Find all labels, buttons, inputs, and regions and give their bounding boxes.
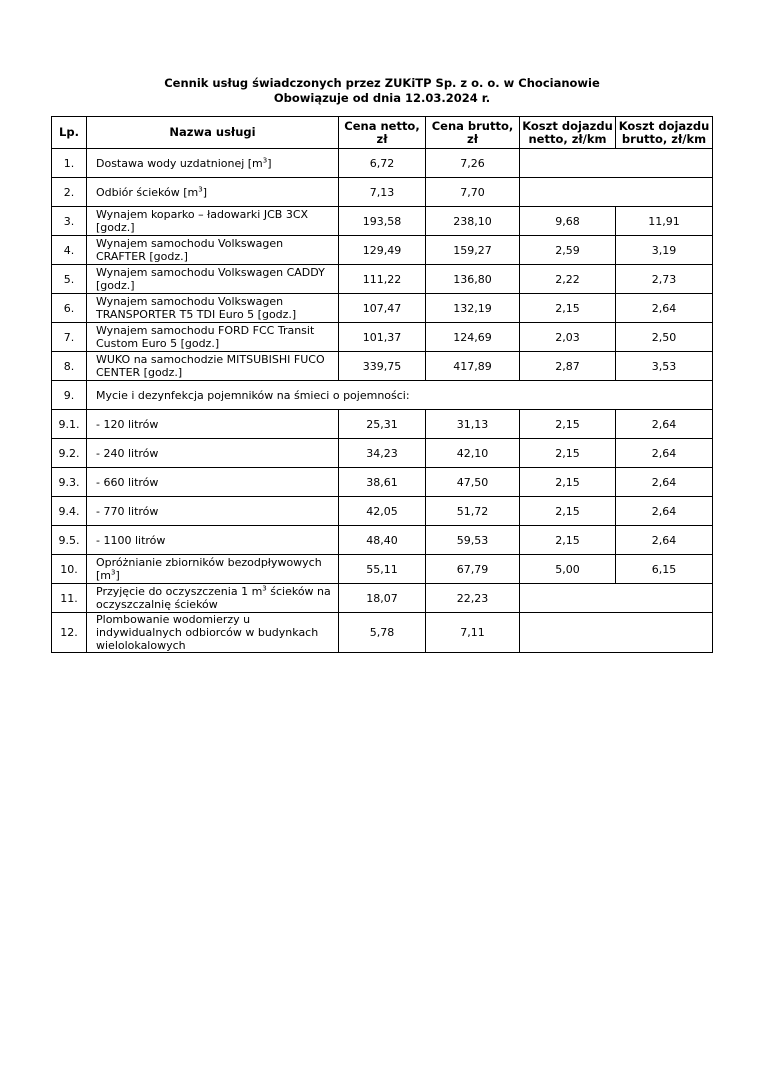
cell-dojazd-brutto: 2,64 (616, 526, 713, 555)
cell-dojazd-netto: 2,15 (520, 439, 616, 468)
cell-dojazd-brutto: 3,19 (616, 236, 713, 265)
cell-dojazd-netto: 2,15 (520, 497, 616, 526)
cell-brutto: 42,10 (426, 439, 520, 468)
price-table (51, 116, 713, 653)
table-row (52, 613, 713, 653)
cell-dojazd-brutto: 2,64 (616, 497, 713, 526)
cell-dojazd-brutto: 2,64 (616, 294, 713, 323)
cell-dojazd-brutto: 3,53 (616, 352, 713, 381)
cell-lp: 2. (52, 178, 87, 207)
cell-netto: 193,58 (339, 207, 426, 236)
header-brutto: Cena brutto, zł (426, 117, 520, 149)
cell-brutto: 7,11 (426, 613, 520, 653)
header-lp: Lp. (52, 117, 87, 149)
header-dojazd-brutto-line2: brutto, zł/km (621, 131, 707, 146)
cell-brutto: 136,80 (426, 265, 520, 294)
table-row (52, 149, 713, 178)
cell-netto: 111,22 (339, 265, 426, 294)
cell-netto: 6,72 (339, 149, 426, 178)
cell-brutto: 59,53 (426, 526, 520, 555)
table-row (52, 236, 713, 265)
cell-dojazd-netto: 5,00 (520, 555, 616, 584)
cell-lp: 6. (52, 294, 87, 323)
title-line-1: Cennik usług świadczonych przez ZUKiTP Sp. z o. o. w Chocianowie (164, 76, 600, 90)
cell-lp: 1. (52, 149, 87, 178)
cell-netto: 25,31 (339, 410, 426, 439)
cell-lp: 8. (52, 352, 87, 381)
table-row (52, 381, 713, 410)
cell-netto: 129,49 (339, 236, 426, 265)
cell-name: Wynajem samochodu FORD FCC Transit Custom Euro 5 [godz.] (87, 323, 339, 352)
cell-dojazd-brutto: 2,64 (616, 468, 713, 497)
cell-dojazd-brutto: 2,73 (616, 265, 713, 294)
cell-dojazd-netto: 2,15 (520, 468, 616, 497)
cell-netto: 7,13 (339, 178, 426, 207)
cell-name: Wynajem samochodu Volkswagen CADDY [godz.] (87, 265, 339, 294)
header-name: Nazwa usługi (87, 117, 339, 149)
header-dojazd-netto-line1: Koszt dojazdu (522, 118, 613, 133)
cell-netto: 18,07 (339, 584, 426, 613)
cell-dojazd-brutto: 2,50 (616, 323, 713, 352)
cell-lp: 12. (52, 613, 87, 653)
cell-dojazd-brutto: 11,91 (616, 207, 713, 236)
cell-brutto: 7,70 (426, 178, 520, 207)
header-netto-line2: zł (376, 131, 388, 146)
cell-section-name: Mycie i dezynfekcja pojemników na śmieci o pojemności: (87, 381, 713, 410)
cell-name: - 770 litrów (87, 497, 339, 526)
cell-dojazd-empty (520, 613, 713, 653)
table-row (52, 439, 713, 468)
cell-lp: 9.3. (52, 468, 87, 497)
cell-name: - 120 litrów (87, 410, 339, 439)
cell-brutto: 22,23 (426, 584, 520, 613)
cell-brutto: 31,13 (426, 410, 520, 439)
cell-brutto: 124,69 (426, 323, 520, 352)
cell-dojazd-empty (520, 149, 713, 178)
cell-dojazd-brutto: 2,64 (616, 410, 713, 439)
cell-dojazd-netto: 2,03 (520, 323, 616, 352)
title-line-2: Obowiązuje od dnia 12.03.2024 r. (273, 91, 491, 105)
cell-brutto: 159,27 (426, 236, 520, 265)
table-row (52, 323, 713, 352)
table-row (52, 555, 713, 584)
table-row (52, 207, 713, 236)
cell-brutto: 417,89 (426, 352, 520, 381)
header-dojazd-netto (520, 117, 616, 149)
header-dojazd-brutto-line1: Koszt dojazdu (618, 118, 710, 133)
cell-dojazd-netto: 2,59 (520, 236, 616, 265)
cell-lp: 9.2. (52, 439, 87, 468)
cell-name: Plombowanie wodomierzy u indywidualnych odbiorców w budynkach wielolokalowych (87, 613, 339, 653)
header-dojazd-brutto (616, 117, 713, 149)
cell-netto: 55,11 (339, 555, 426, 584)
cell-lp: 7. (52, 323, 87, 352)
header-netto (339, 117, 426, 149)
header-dojazd-netto-line2: netto, zł/km (528, 131, 607, 146)
cell-dojazd-netto: 2,15 (520, 410, 616, 439)
cell-dojazd-empty (520, 178, 713, 207)
cell-netto: 38,61 (339, 468, 426, 497)
document-title (0, 76, 764, 106)
table-row (52, 352, 713, 381)
cell-name: - 240 litrów (87, 439, 339, 468)
table-row (52, 584, 713, 613)
cell-name: Odbiór ścieków $[m^3]$ (87, 178, 339, 207)
cell-brutto: 7,26 (426, 149, 520, 178)
cell-name: - 1100 litrów (87, 526, 339, 555)
cell-netto: 42,05 (339, 497, 426, 526)
cell-name: - 660 litrów (87, 468, 339, 497)
cell-lp: 10. (52, 555, 87, 584)
table-row (52, 526, 713, 555)
cell-lp: 9.4. (52, 497, 87, 526)
cell-dojazd-netto: 2,22 (520, 265, 616, 294)
table-header-row (52, 117, 713, 149)
cell-netto: 5,78 (339, 613, 426, 653)
cell-name: Opróżnianie zbiorników bezodpływowych $[m^3]$ (87, 555, 339, 584)
cell-lp: 5. (52, 265, 87, 294)
cell-lp: 11. (52, 584, 87, 613)
cell-dojazd-brutto: 6,15 (616, 555, 713, 584)
cell-name: Wynajem samochodu Volkswagen CRAFTER [godz.] (87, 236, 339, 265)
cell-lp: 9.1. (52, 410, 87, 439)
cell-lp: 4. (52, 236, 87, 265)
cell-brutto: 51,72 (426, 497, 520, 526)
cell-name: Wynajem samochodu Volkswagen TRANSPORTER T5 TDI Euro 5 [godz.] (87, 294, 339, 323)
cell-dojazd-netto: 2,87 (520, 352, 616, 381)
cell-dojazd-empty (520, 584, 713, 613)
cell-brutto: 67,79 (426, 555, 520, 584)
cell-netto: 107,47 (339, 294, 426, 323)
cell-brutto: 47,50 (426, 468, 520, 497)
cell-dojazd-brutto: 2,64 (616, 439, 713, 468)
cell-netto: 101,37 (339, 323, 426, 352)
table-row (52, 294, 713, 323)
table-row (52, 265, 713, 294)
cell-dojazd-netto: 2,15 (520, 526, 616, 555)
cell-name: Przyjęcie do oczyszczenia 1 $m^3$ ścieków na oczyszczalnię ścieków (87, 584, 339, 613)
cell-lp: 9.5. (52, 526, 87, 555)
cell-netto: 48,40 (339, 526, 426, 555)
cell-dojazd-netto: 2,15 (520, 294, 616, 323)
cell-dojazd-netto: 9,68 (520, 207, 616, 236)
cell-brutto: 132,19 (426, 294, 520, 323)
cell-netto: 34,23 (339, 439, 426, 468)
table-row (52, 468, 713, 497)
cell-name: Wynajem koparko – ładowarki JCB 3CX [godz.] (87, 207, 339, 236)
cell-lp: 3. (52, 207, 87, 236)
cell-name: Dostawa wody uzdatnionej $[m^3]$ (87, 149, 339, 178)
cell-brutto: 238,10 (426, 207, 520, 236)
table-row (52, 497, 713, 526)
header-netto-line1: Cena netto, (344, 118, 420, 133)
cell-lp: 9. (52, 381, 87, 410)
cell-netto: 339,75 (339, 352, 426, 381)
cell-name: WUKO na samochodzie MITSUBISHI FUCO CENTER [godz.] (87, 352, 339, 381)
table-row (52, 410, 713, 439)
table-row (52, 178, 713, 207)
